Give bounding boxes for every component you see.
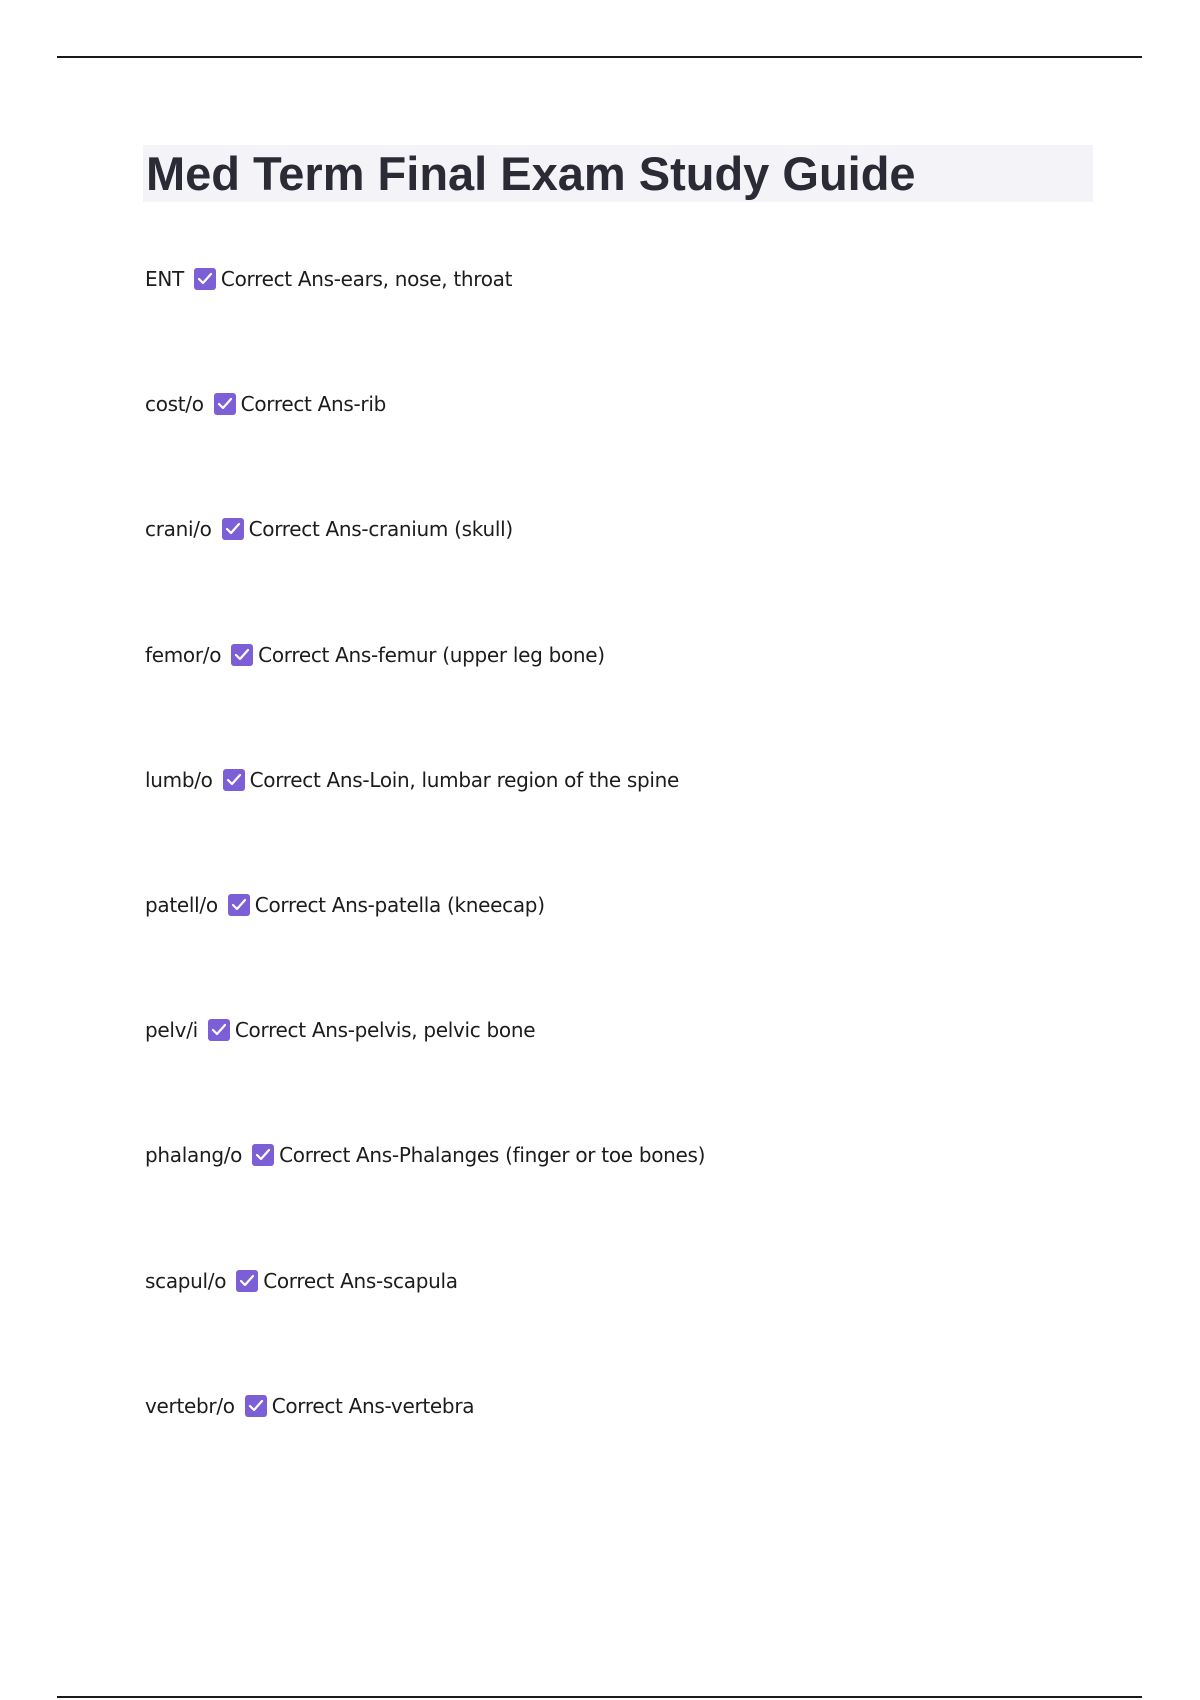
bottom-divider: [57, 1696, 1142, 1698]
answer-text: Correct Ans-patella (kneecap): [254, 892, 545, 917]
answer-text: Correct Ans-scapula: [263, 1268, 458, 1293]
list-item: [145, 1266, 1145, 1391]
answer-text: Correct Ans-vertebra: [271, 1393, 475, 1418]
term-label: ENT: [145, 267, 184, 291]
checked-checkbox-icon: [252, 1144, 274, 1166]
term-label: femor/o: [145, 642, 222, 667]
list-item: [145, 640, 1145, 765]
answer-text: Correct Ans-ears, nose, throat: [220, 267, 513, 291]
list-item: [145, 890, 1145, 1015]
list-item: [145, 389, 1145, 514]
checked-checkbox-icon: [236, 1270, 258, 1292]
term-label: scapul/o: [145, 1268, 227, 1293]
checked-checkbox-icon: [223, 769, 245, 791]
list-item: [145, 514, 1145, 639]
checked-checkbox-icon: [231, 644, 253, 666]
answer-text: Correct Ans-Phalanges (finger or toe bones): [279, 1143, 706, 1168]
checked-checkbox-icon: [194, 268, 216, 290]
checked-checkbox-icon: [222, 518, 244, 540]
checked-checkbox-icon: [214, 393, 236, 415]
term-label: cost/o: [145, 392, 204, 417]
qa-list: [145, 264, 1145, 1516]
answer-text: Correct Ans-Loin, lumbar region of the spine: [249, 767, 680, 792]
list-item: [145, 765, 1145, 890]
list-item: [145, 1140, 1145, 1265]
term-label: pelv/i: [145, 1018, 198, 1043]
checked-checkbox-icon: [245, 1395, 267, 1417]
answer-text: Correct Ans-cranium (skull): [248, 517, 513, 542]
list-item: [145, 1391, 1145, 1516]
answer-text: Correct Ans-pelvis, pelvic bone: [234, 1018, 536, 1043]
term-label: vertebr/o: [145, 1393, 235, 1418]
answer-text: Correct Ans-rib: [240, 392, 386, 417]
term-label: patell/o: [145, 892, 218, 917]
term-label: lumb/o: [145, 767, 213, 792]
top-divider: [57, 56, 1142, 58]
checked-checkbox-icon: [228, 894, 250, 916]
list-item: [145, 264, 1145, 389]
list-item: [145, 1015, 1145, 1140]
checked-checkbox-icon: [208, 1019, 230, 1041]
answer-text: Correct Ans-femur (upper leg bone): [258, 642, 605, 667]
term-label: crani/o: [145, 517, 212, 542]
term-label: phalang/o: [145, 1143, 243, 1168]
page-title: Med Term Final Exam Study Guide: [146, 147, 916, 200]
